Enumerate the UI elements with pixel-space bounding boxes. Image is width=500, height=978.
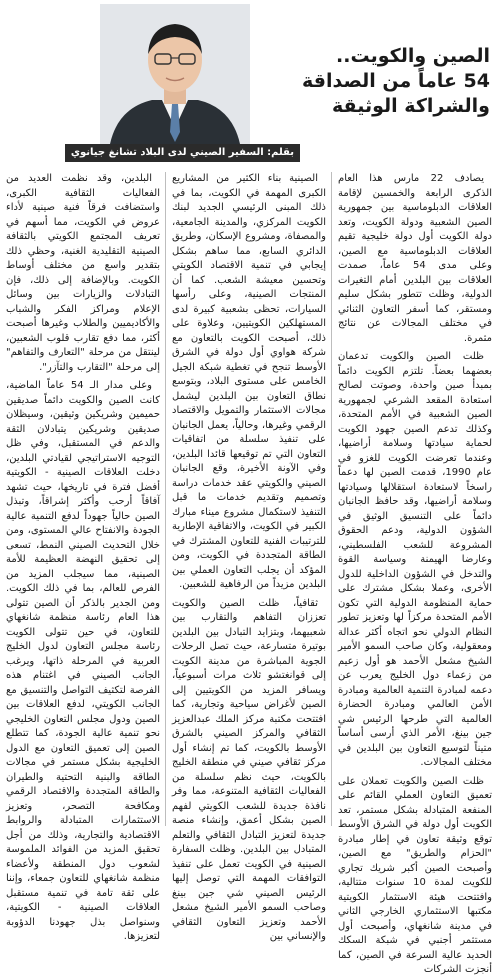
article-column-2 [172,172,326,942]
paragraph: ظلت الصين والكويت تعملان على تعميق التعاون العملي القائم على المنفعة المتبادلة بشكل مستمر، تعد الكويت أول دولة في الشرق الأوسط توقع وثيقة تعاون في إطار مبادرة "الحزام والطريق" مع الصين، وأصبحت الصين أكبر شريك تجاري للكويت لمدة 10 سنوات متتالية، وافتتحت هيئة الاستثمار الكويتية مكتبها الاستثماري الخارجي الثاني في مدينة شانغهاي، وأصبحت أول مستثمر أجنبي في شبكة السكك الحديد عالية السرعة في الصين، كما أنجزت الشركات [338,775,492,975]
column-divider [331,172,332,826]
article-header [4,4,496,166]
article-body [6,172,492,975]
paragraph: البلدين، وقد نظمت العديد من الفعاليات الثقافية الكبرى، واستضافت فرقاً فنية صينية لأداء عروض في الكويت، مما أسهم في تعريف المجتمع الكويتي بالثقافة الصينية التقليدية الغنية، وحظي ذلك بتقدير واسع من مختلف أوساط الكويت. وبالإضافة إلى ذلك، فإن التبادلات والزيارات بين وسائل الإعلام ومراكز الفكر والشباب والأكاديميين والطلاب وغيرها أصبحت أكثر، مما دفع تقارب قلوب الشعبين، لينتقل من مرحلة "التعارف والتفاهم" إلى مرحلة "التقارب والتآزر". [6,173,160,373]
article-column-1 [338,172,492,975]
paragraph: ثقافياً، ظلت الصين والكويت تعززان التفاهم والتقارب بين شعبيهما، وبتزايد التبادل بين البلدين بوتيرة متسارعة، حيث تصل الرحلات الجوية المباشرة من مدينة الكويت إلى قوانغتشو ثلاث مرات أسبوعياً، ويسافر المزيد من الكويتيين إلى الصين لأغراض سياحية وتجارية، كما افتتحت مكتبة مركز الملك عبدالعزيز الثقافي والمركز الصيني بالشرق الأوسط بالكويت، كما تم إنشاء أول مركز ثقافي صيني في منطقة الخليج بالكويت، حيث نظم سلسلة من الفعاليات الثقافية المتنوعة، مما وفر نافذة جديدة للشعب الكويتي لفهم الصين بشكل أعمق، وإنشاء منصة جديدة لتعزيز التبادل الثقافي والتعلم المتبادل بين البلدين. وظلت السفارة الصينية في الكويت تعمل على تنفيذ التوافقات المهمة التي توصل إليها الرئيس الصيني شي جين بينغ وصاحب السمو الأمير الشيخ مشعل الأحمد وتعزيز التعاون الثقافي والإنساني بين [172,597,326,942]
author-byline: بقلم: السفير الصيني لدى البلاد تشانغ جيانوي [65,144,300,162]
paragraph: ظلت الصين والكويت تدعمان بعضهما بعضاً. تلتزم الكويت دائماً بمبدأ صين واحدة، وصوتت لصالح استعادة المقعد الشرعي لجمهورية الصين الشعبية في الأمم المتحدة، وكذلك تدعم الصين جهود الكويت لحماية سيادتها وسلامة أراضيها، وعندما تعرضت الكويت للغزو في عام 1990، قدمت الصين لها دعماً راسخاً لاستعادة استقلالها وسيادتها وسلامة أراضيها، وقد حافظ الجانبان دائماً على التنسيق الوثيق في الشؤون الدولية، ودعم الحقوق المشروعة للشعب الفلسطيني، وعارضا الهيمنة وسياسة القوة والتدخل في الشؤون الداخلية للدول الأخرى، وعملا بشكل مشترك على حماية المنظومة الدولية التي تكون الأمم المتحدة مركزاً لها وتعزيز تطور النظام الدولي نحو اتجاه أكثر عدالة ومعقولية، وكان صاحب السمو الأمير الشيخ مشعل الأحمد هو أول زعيم من زعماء دول الخليج يعرب عن دعمه لمبادرة التنمية العالمية ومبادرة الأمن العالمي ومبادرة الحضارة العالمية التي طرحها الرئيس شي جين بينغ، الأمر الذي أرسى أساساً متيناً لتوسيع التعاون بين البلدين في مختلف المجالات. [338,351,492,768]
paragraph: الصينية بناء الكثير من المشاريع الكبرى المهمة في الكويت، بما في ذلك المبنى الرئيسي الجديد لبنك الكويت المركزي، والمدينة الجامعية، والمصفاة، ومشروع الإسكان، وطريق الدائري السابع، مما ساهم بشكل إيجابي في تنمية الاقتصاد الكويتي وتحسين معيشة الشعب. كما أن المنتجات الصينية، وعلى رأسها السيارات، تحظى بشعبية كبيرة لدى المستهلكين الكويتيين، وعلاوة على ذلك، أصبحت الكويت بالتعاون مع شركة هواوي أول دولة في الشرق الأوسط تنجح في تغطية شبكة الجيل الخامس على مستوى البلاد، وبتوسع نطاق التعاون بين البلدين ليشمل مجالات الاستثمار والتمويل والاقتصاد الرقمي وغيرها، وحالياً، يعمل الجانبان على تنفيذ سلسلة من اتفاقيات التعاون التي تم توقيعها قائدا البلدين، وفي الآونة الأخيرة، وقع الجانبان الصيني والكويتي عقد خدمات دراسة وتصميم وتقديم خدمات ما قبل التنفيذ لاستكمال مشروع ميناء مبارك الكبير في الكويت، والاتفاقية الإطارية للترتيبات الفنية للتعاون المشترك في الطاقة المتجددة في الكويت، ومن المؤكد أن يجلب التعاون العملي بين البلدين مزيداً من الرفاهية للشعبين. [172,173,326,590]
headline-line-2: 54 عاماً من الصداقة [302,70,490,92]
headline-line-3: والشراكة الوثيقة [332,95,490,117]
paragraph: وعلى مدار الـ 54 عاماً الماضية، كانت الصين والكويت دائماً صديقين حميمين وشريكين وثيقين، وسيظلان صديقين وشريكين يتبادلان الثقة والدعم في المستقبل، وفي ظل التوجيه الاستراتيجي لقيادتي البلدين، دخلت العلاقات الصينية - الكويتية أفضل فترة في تاريخها، حيث تشهد آفاقاً أرحب وأكثر إشراقاً، وتبذل الصين حالياً جهوداً لدفع التنمية عالية الجودة والانفتاح عالي المستوى، ومن خلال التحديث الصيني النمط، تسعى إلى تحقيق النهضة العظيمة للأمة الصينية، مما سيجلب المزيد من الفرص للعالم، بما في ذلك الكويت. ومن الجدير بالذكر أن الصين تتولى هذا العام رئاسة منظمة شانغهاي للتعاون، في حين تتولى الكويت رئاسة مجلس التعاون لدول الخليج العربية في المرحلة ذاتها، ويرغب الجانب الصيني في اغتنام هذه الفرصة لتكثيف التواصل والتنسيق مع الجانب الكويتي، لدفع العلاقات بين الصين ودول مجلس التعاون الخليجي نحو تنمية عالية الجودة، كما تتطلع الصين إلى تعميق التعاون مع الدول الخليجية بشكل مستمر في مجالات الطاقة والبنية التحتية والطيران والطاقة المتجددة والاقتصاد الرقمي ومكافحة التصحر، وتعزيز الاستثمارات المتبادلة والروابط الاقتصادية والتجارية، وذلك من أجل تحقيق المزيد من الفوائد الملموسة لشعوب دول المنطقة ولأعضاء منظمة شانغهاي للتعاون جمعاء، وإننا على ثقة تامة في تنمية مستقبل العلاقات الصينية - الكويتية، وسنواصل بذل جهودنا الدؤوبة لتعزيزها. [6,380,160,942]
paragraph: يصادف 22 مارس هذا العام الذكرى الرابعة والخمسين لإقامة العلاقات الدبلوماسية بين جمهورية الصين الشعبية ودولة الكويت، وتعد دولة الكويت أول دولة خليجية تقيم العلاقات الدبلوماسية مع الصين، وعلى مدى 54 عاماً، صمدت العلاقات بين البلدين أمام التغيرات الدولية، وظلت تتطور بشكل سليم ومستقر، كما أسفر التعاون الثنائي في مختلف المجالات عن نتائج مثمرة. [338,173,492,344]
portrait-illustration [100,4,250,144]
author-photo [100,4,250,144]
column-divider [165,172,166,826]
article-column-3 [6,172,160,942]
article-headline [300,44,490,119]
headline-line-1: الصين والكويت.. [336,45,490,67]
